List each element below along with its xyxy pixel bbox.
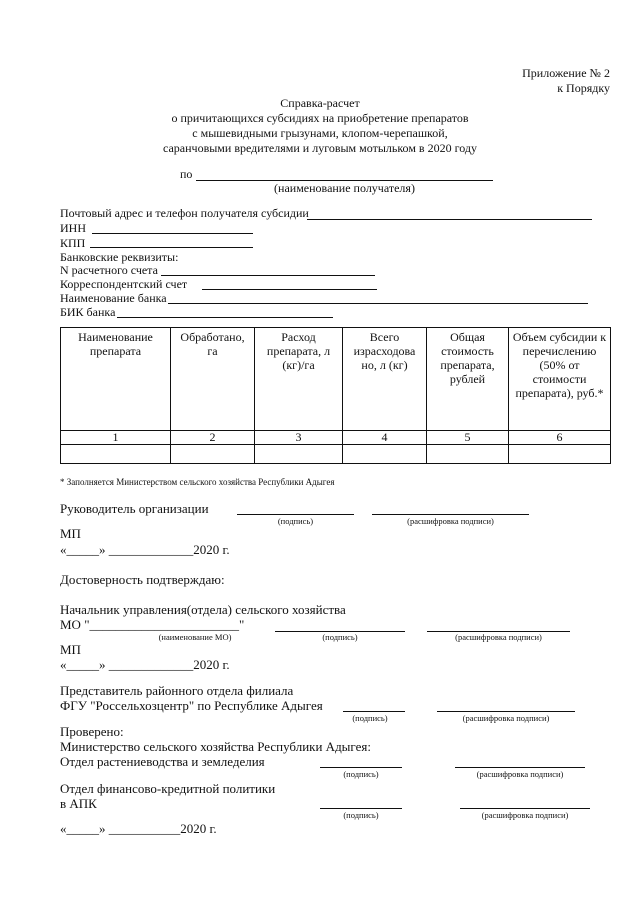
head-sign-field[interactable] bbox=[237, 514, 354, 515]
dept2-sign-caption: (подпись) bbox=[343, 810, 379, 820]
account-field[interactable] bbox=[161, 275, 375, 276]
checked-date-field[interactable]: «_____» ___________2020 г. bbox=[60, 821, 217, 836]
doc-subtitle-3: саранчовыми вредителями и луговым мотыльком в 2020 году bbox=[163, 141, 477, 155]
table-cell[interactable] bbox=[343, 445, 427, 464]
recipient-caption: (наименование получателя) bbox=[274, 181, 415, 195]
dept1-label: Отдел растениеводства и земледелия bbox=[60, 754, 265, 769]
head-decode-caption: (расшифровка подписи) bbox=[407, 516, 494, 526]
col-number: 5 bbox=[427, 431, 509, 445]
dept2-decode-field[interactable] bbox=[460, 808, 590, 809]
rosselhoz-label-2: ФГУ "Россельхозцентр" по Республике Адыгея bbox=[60, 698, 323, 713]
postal-field[interactable] bbox=[307, 219, 592, 220]
agri-chief-mo-field[interactable]: МО "_______________________" bbox=[60, 617, 245, 632]
dept2-label-1: Отдел финансово-кредитной политики bbox=[60, 781, 276, 796]
dept2-sign-field[interactable] bbox=[320, 808, 402, 809]
table-header-row bbox=[61, 328, 611, 431]
table-cell[interactable] bbox=[61, 445, 171, 464]
ministry-label: Министерство сельского хозяйства Республики Адыгея: bbox=[60, 739, 371, 754]
table-cell[interactable] bbox=[255, 445, 343, 464]
agri-chief-sign-caption: (подпись) bbox=[322, 632, 358, 642]
dept1-sign-caption: (подпись) bbox=[343, 769, 379, 779]
col-number: 1 bbox=[61, 431, 171, 445]
col-header-subsidy: Объем субсидии к перечислению (50% от стоимости препарата), руб.* bbox=[509, 328, 611, 431]
bik-label: БИК банка bbox=[60, 305, 116, 319]
confirm-label: Достоверность подтверждаю: bbox=[60, 572, 225, 587]
head-mp: МП bbox=[60, 526, 81, 541]
col-header-drug: Наименование препарата bbox=[61, 328, 171, 431]
footnote: * Заполняется Министерством сельского хозяйства Республики Адыгея bbox=[60, 477, 335, 487]
rosselhoz-decode-caption: (расшифровка подписи) bbox=[462, 713, 550, 723]
col-number: 4 bbox=[343, 431, 427, 445]
inn-label: ИНН bbox=[60, 221, 86, 235]
agri-chief-mo-caption: (наименование МО) bbox=[158, 632, 232, 642]
checked-label: Проверено: bbox=[60, 724, 124, 739]
bank-name-label: Наименование банка bbox=[60, 291, 167, 305]
col-number: 3 bbox=[255, 431, 343, 445]
col-header-area: Обработано, га bbox=[171, 328, 255, 431]
doc-title: Справка-расчет bbox=[280, 96, 360, 110]
head-date-field[interactable]: «_____» _____________2020 г. bbox=[60, 542, 230, 557]
table-cell[interactable] bbox=[509, 445, 611, 464]
kpp-field[interactable] bbox=[90, 247, 253, 248]
col-header-rate: Расход препарата, л (кг)/га bbox=[255, 328, 343, 431]
table-row[interactable] bbox=[61, 445, 611, 464]
recipient-prefix: по bbox=[180, 167, 193, 181]
subsidy-table bbox=[60, 327, 611, 464]
rosselhoz-label-1: Представитель районного отдела филиала bbox=[60, 683, 294, 698]
agri-chief-mp: МП bbox=[60, 642, 81, 657]
dept1-decode-field[interactable] bbox=[455, 767, 585, 768]
bank-details-label: Банковские реквизиты: bbox=[60, 250, 179, 264]
agri-chief-date-field[interactable]: «_____» _____________2020 г. bbox=[60, 657, 230, 672]
agri-chief-label: Начальник управления(отдела) сельского хозяйства bbox=[60, 602, 346, 617]
appendix-order: к Порядку bbox=[557, 81, 610, 95]
dept1-decode-caption: (расшифровка подписи) bbox=[476, 769, 564, 779]
table-number-row bbox=[61, 431, 611, 445]
corr-account-field[interactable] bbox=[202, 289, 377, 290]
doc-subtitle-1: о причитающихся субсидиях на приобретение препаратов bbox=[171, 111, 469, 125]
head-sign-caption: (подпись) bbox=[277, 516, 314, 526]
rosselhoz-sign-field[interactable] bbox=[343, 711, 405, 712]
head-decode-field[interactable] bbox=[372, 514, 529, 515]
dept2-decode-caption: (расшифровка подписи) bbox=[481, 810, 569, 820]
rosselhoz-sign-caption: (подпись) bbox=[352, 713, 388, 723]
dept1-sign-field[interactable] bbox=[320, 767, 402, 768]
postal-label: Почтовый адрес и телефон получателя субсидии bbox=[60, 206, 309, 220]
dept2-label-2: в АПК bbox=[60, 796, 97, 811]
rosselhoz-decode-field[interactable] bbox=[437, 711, 575, 712]
table-cell[interactable] bbox=[171, 445, 255, 464]
col-number: 6 bbox=[509, 431, 611, 445]
appendix-number: Приложение № 2 bbox=[522, 66, 610, 80]
doc-subtitle-2: с мышевидными грызунами, клопом-черепашкой, bbox=[192, 126, 448, 140]
corr-account-label: Корреспондентский счет bbox=[60, 277, 188, 291]
inn-field[interactable] bbox=[92, 233, 253, 234]
col-header-cost: Общая стоимость препарата, рублей bbox=[427, 328, 509, 431]
kpp-label: КПП bbox=[60, 236, 86, 250]
head-label: Руководитель организации bbox=[60, 501, 209, 516]
col-number: 2 bbox=[171, 431, 255, 445]
bank-name-field[interactable] bbox=[168, 303, 588, 304]
bik-field[interactable] bbox=[117, 317, 333, 318]
table-cell[interactable] bbox=[427, 445, 509, 464]
col-header-total-used: Всего израсходова но, л (кг) bbox=[343, 328, 427, 431]
agri-chief-decode-caption: (расшифровка подписи) bbox=[455, 632, 542, 642]
account-label: N расчетного счета bbox=[60, 263, 158, 277]
